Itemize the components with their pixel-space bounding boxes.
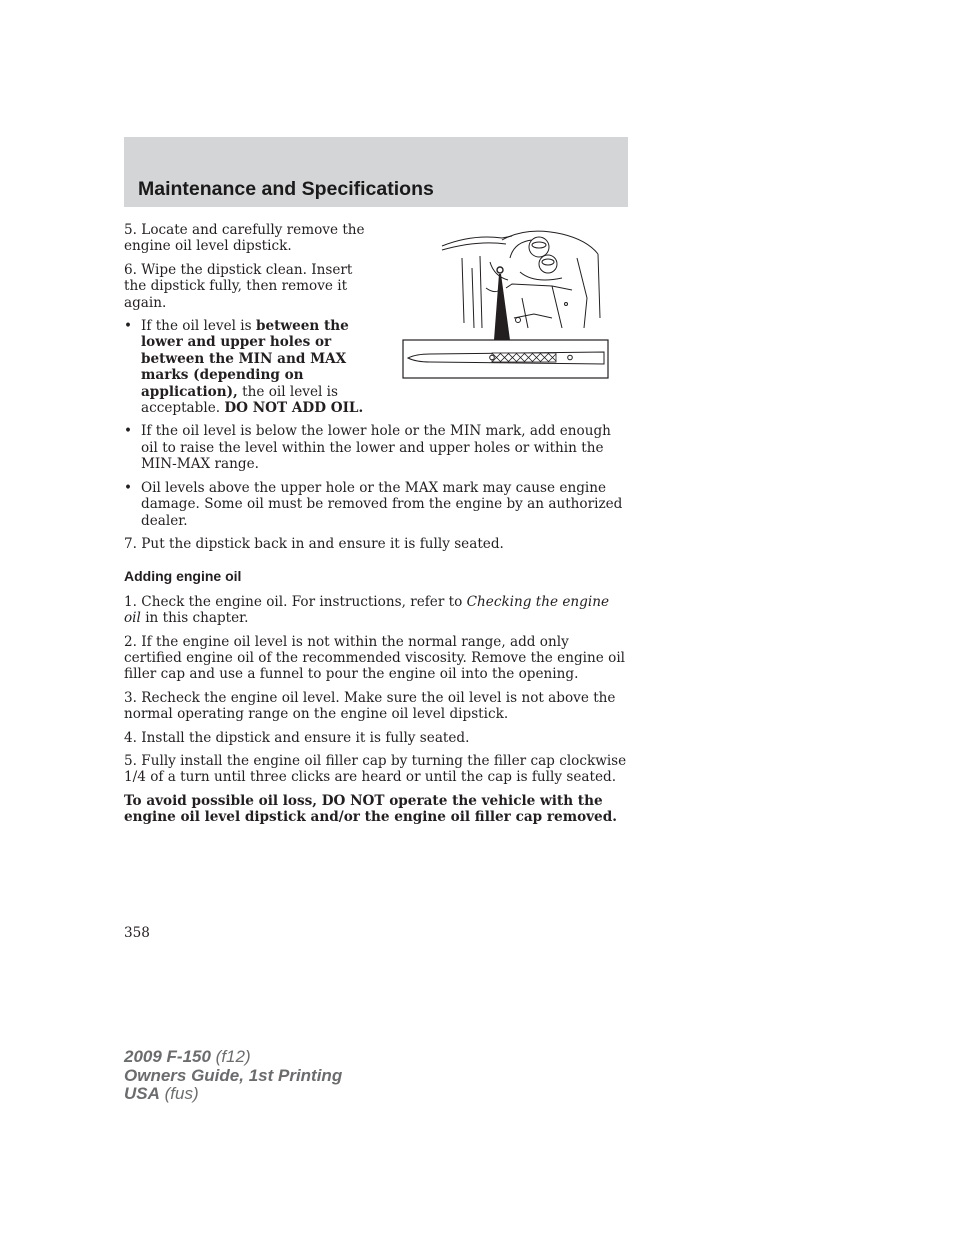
adding-oil-heading: Adding engine oil bbox=[124, 568, 242, 585]
adding-step-1-reference: Checking the engine oil bbox=[124, 593, 610, 627]
footer-region: USA bbox=[124, 1084, 160, 1103]
bullet-oil-high bbox=[124, 480, 628, 529]
footer-region-code: (fus) bbox=[159, 1084, 199, 1103]
footer-line-3 bbox=[124, 1085, 342, 1104]
footer-model: 2009 F-150 bbox=[124, 1047, 211, 1066]
footer-model-code: (f12) bbox=[210, 1047, 251, 1066]
footer-edition: Owners Guide, 1st Printing bbox=[124, 1065, 343, 1085]
footer-line-1 bbox=[124, 1048, 342, 1067]
page-number: 358 bbox=[124, 925, 150, 941]
adding-step-3: 3. Recheck the engine oil level. Make sure the oil level is not above the normal operating range on the engine oil level dipstick. bbox=[124, 689, 616, 723]
page-content bbox=[124, 222, 628, 833]
adding-step-1-pre: 1. Check the engine oil. For instructions, refer to bbox=[124, 593, 467, 610]
bullet-text-bold-2: DO NOT ADD OIL. bbox=[224, 400, 364, 417]
footer-line-2 bbox=[124, 1067, 342, 1086]
bullet-text-pre: If the oil level is bbox=[141, 318, 256, 335]
document-footer bbox=[124, 1048, 342, 1104]
section-header bbox=[124, 137, 628, 207]
adding-step-4: 4. Install the dipstick and ensure it is fully seated. bbox=[124, 729, 470, 746]
section-title: Maintenance and Specifications bbox=[138, 178, 434, 200]
bullet-text: Oil levels above the upper hole or the MAX mark may cause engine damage. Some oil must be removed from the engine by an authorized dealer. bbox=[141, 479, 623, 529]
adding-step-1-post: in this chapter. bbox=[140, 610, 249, 627]
bullet-text: If the oil level is below the lower hole or the MIN mark, add enough oil to raise the level within the lower and upper holes or within the MIN-MAX range. bbox=[141, 423, 611, 473]
step-5: 5. Locate and carefully remove the engine oil level dipstick. bbox=[124, 222, 365, 255]
bullet-text-bold: between the lower and upper holes or between the MIN and MAX marks (depending on application), bbox=[141, 318, 349, 400]
step-7: 7. Put the dipstick back in and ensure it is fully seated. bbox=[124, 535, 504, 552]
bullet-glyph: • bbox=[124, 318, 133, 335]
step-6: 6. Wipe the dipstick clean. Insert the dipstick fully, then remove it again. bbox=[124, 261, 353, 311]
oil-loss-warning: To avoid possible oil loss, DO NOT operate the vehicle with the engine oil level dipstick and/or the engine oil filler cap removed. bbox=[124, 792, 617, 826]
adding-step-5: 5. Fully install the engine oil filler cap by turning the filler cap clockwise 1/4 of a turn until three clicks are heard or until the cap is fully seated. bbox=[124, 752, 627, 786]
bullet-glyph: • bbox=[124, 479, 133, 496]
adding-step-2: 2. If the engine oil level is not within the normal range, add only certified engine oil of the recommended viscosity. Remove the engine oil filler cap and use a funnel to pour the engine oil into the opening. bbox=[124, 633, 626, 683]
bullet-glyph: • bbox=[124, 423, 133, 440]
bullet-text-mid: the oil level is acceptable. bbox=[141, 383, 339, 417]
bullet-oil-low bbox=[124, 423, 628, 472]
bullet-oil-acceptable bbox=[124, 318, 374, 416]
adding-step-1 bbox=[124, 594, 628, 627]
